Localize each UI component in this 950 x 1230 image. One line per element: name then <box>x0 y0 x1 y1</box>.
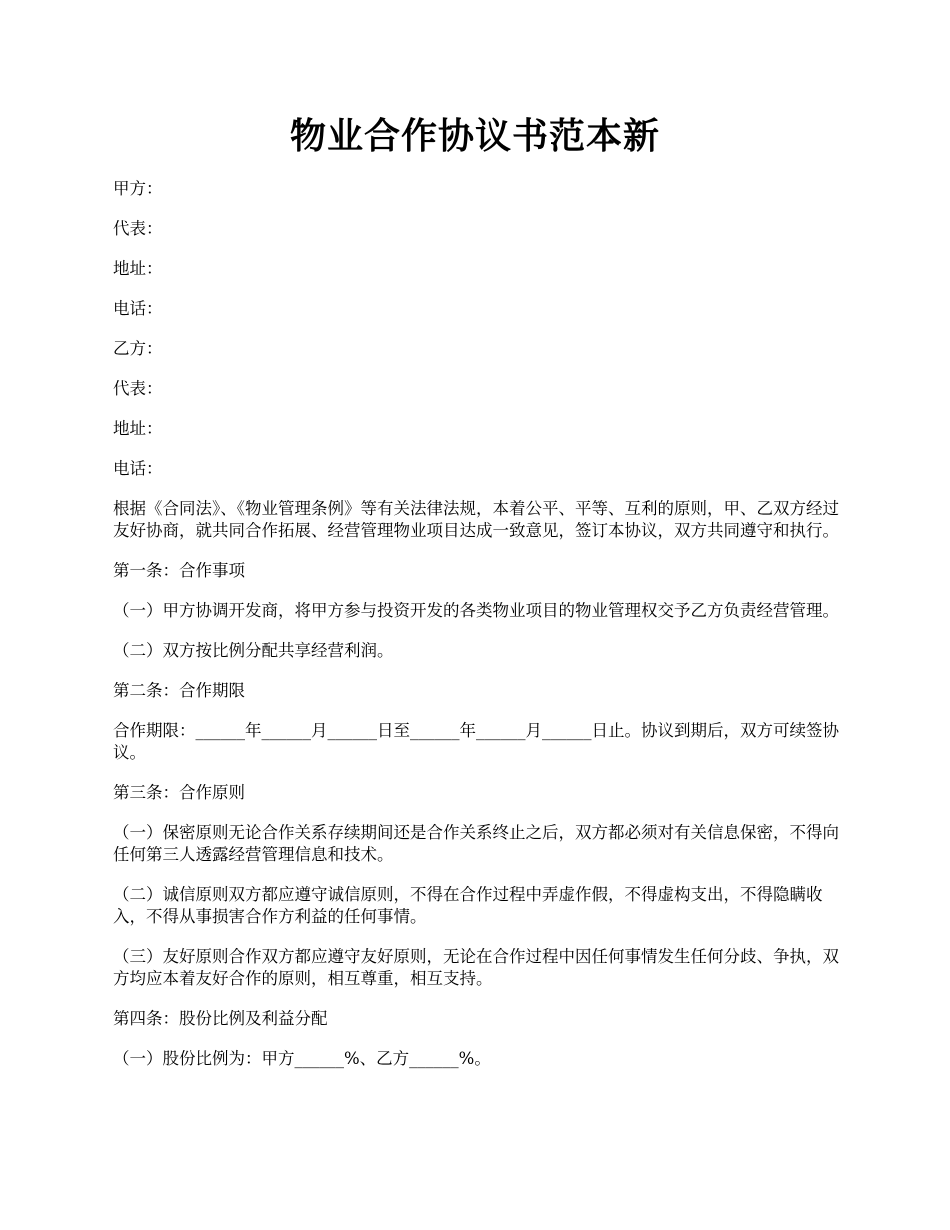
party-a-phone: 电话： <box>113 299 163 318</box>
party-b-phone: 电话： <box>113 459 163 478</box>
preamble-paragraph: 根据《合同法》、《物业管理条例》等有关法律法规，本着公平、平等、互利的原则，甲、乙双方经过友好协商，就共同合作拓展、经营管理物业项目达成一致意见，签订本协议，双方共同遵守和执行。 <box>113 499 839 540</box>
party-b-rep: 代表： <box>113 379 163 398</box>
article-4-item-1: （一）股份比例为：甲方______%、乙方______%。 <box>113 1049 491 1068</box>
article-3-item-3: （三）友好原则合作双方都应遵守友好原则，无论在合作过程中因任何事情发生任何分歧、争执，双方均应本着友好合作的原则，相互尊重，相互支持。 <box>113 947 839 988</box>
party-a-label: 甲方： <box>113 179 163 198</box>
document-title: 物业合作协议书范本新 <box>289 115 660 157</box>
party-a-rep: 代表： <box>113 219 163 238</box>
party-a-address: 地址： <box>113 259 163 278</box>
party-b-label: 乙方： <box>113 339 163 358</box>
article-2-text: 合作期限：______年______月______日至______年______月______日止。协议到期后，双方可续签协议。 <box>113 721 839 762</box>
article-1-heading: 第一条：合作事项 <box>113 561 245 580</box>
party-b-address: 地址： <box>113 419 163 438</box>
article-4-heading: 第四条：股份比例及利益分配 <box>113 1009 328 1028</box>
article-1-item-2: （二）双方按比例分配共享经营利润。 <box>113 641 394 660</box>
article-3-heading: 第三条：合作原则 <box>113 783 245 802</box>
article-1-item-1: （一）甲方协调开发商，将甲方参与投资开发的各类物业项目的物业管理权交予乙方负责经营管理。 <box>113 601 839 620</box>
article-2-heading: 第二条：合作期限 <box>113 681 245 700</box>
article-3-item-2: （二）诚信原则双方都应遵守诚信原则，不得在合作过程中弄虚作假，不得虚构支出，不得隐瞒收入，不得从事损害合作方利益的任何事情。 <box>113 885 823 926</box>
article-3-item-1: （一）保密原则无论合作关系存续期间还是合作关系终止之后，双方都必须对有关信息保密，不得向任何第三人透露经营管理信息和技术。 <box>113 823 839 864</box>
document-body <box>113 178 848 1088</box>
